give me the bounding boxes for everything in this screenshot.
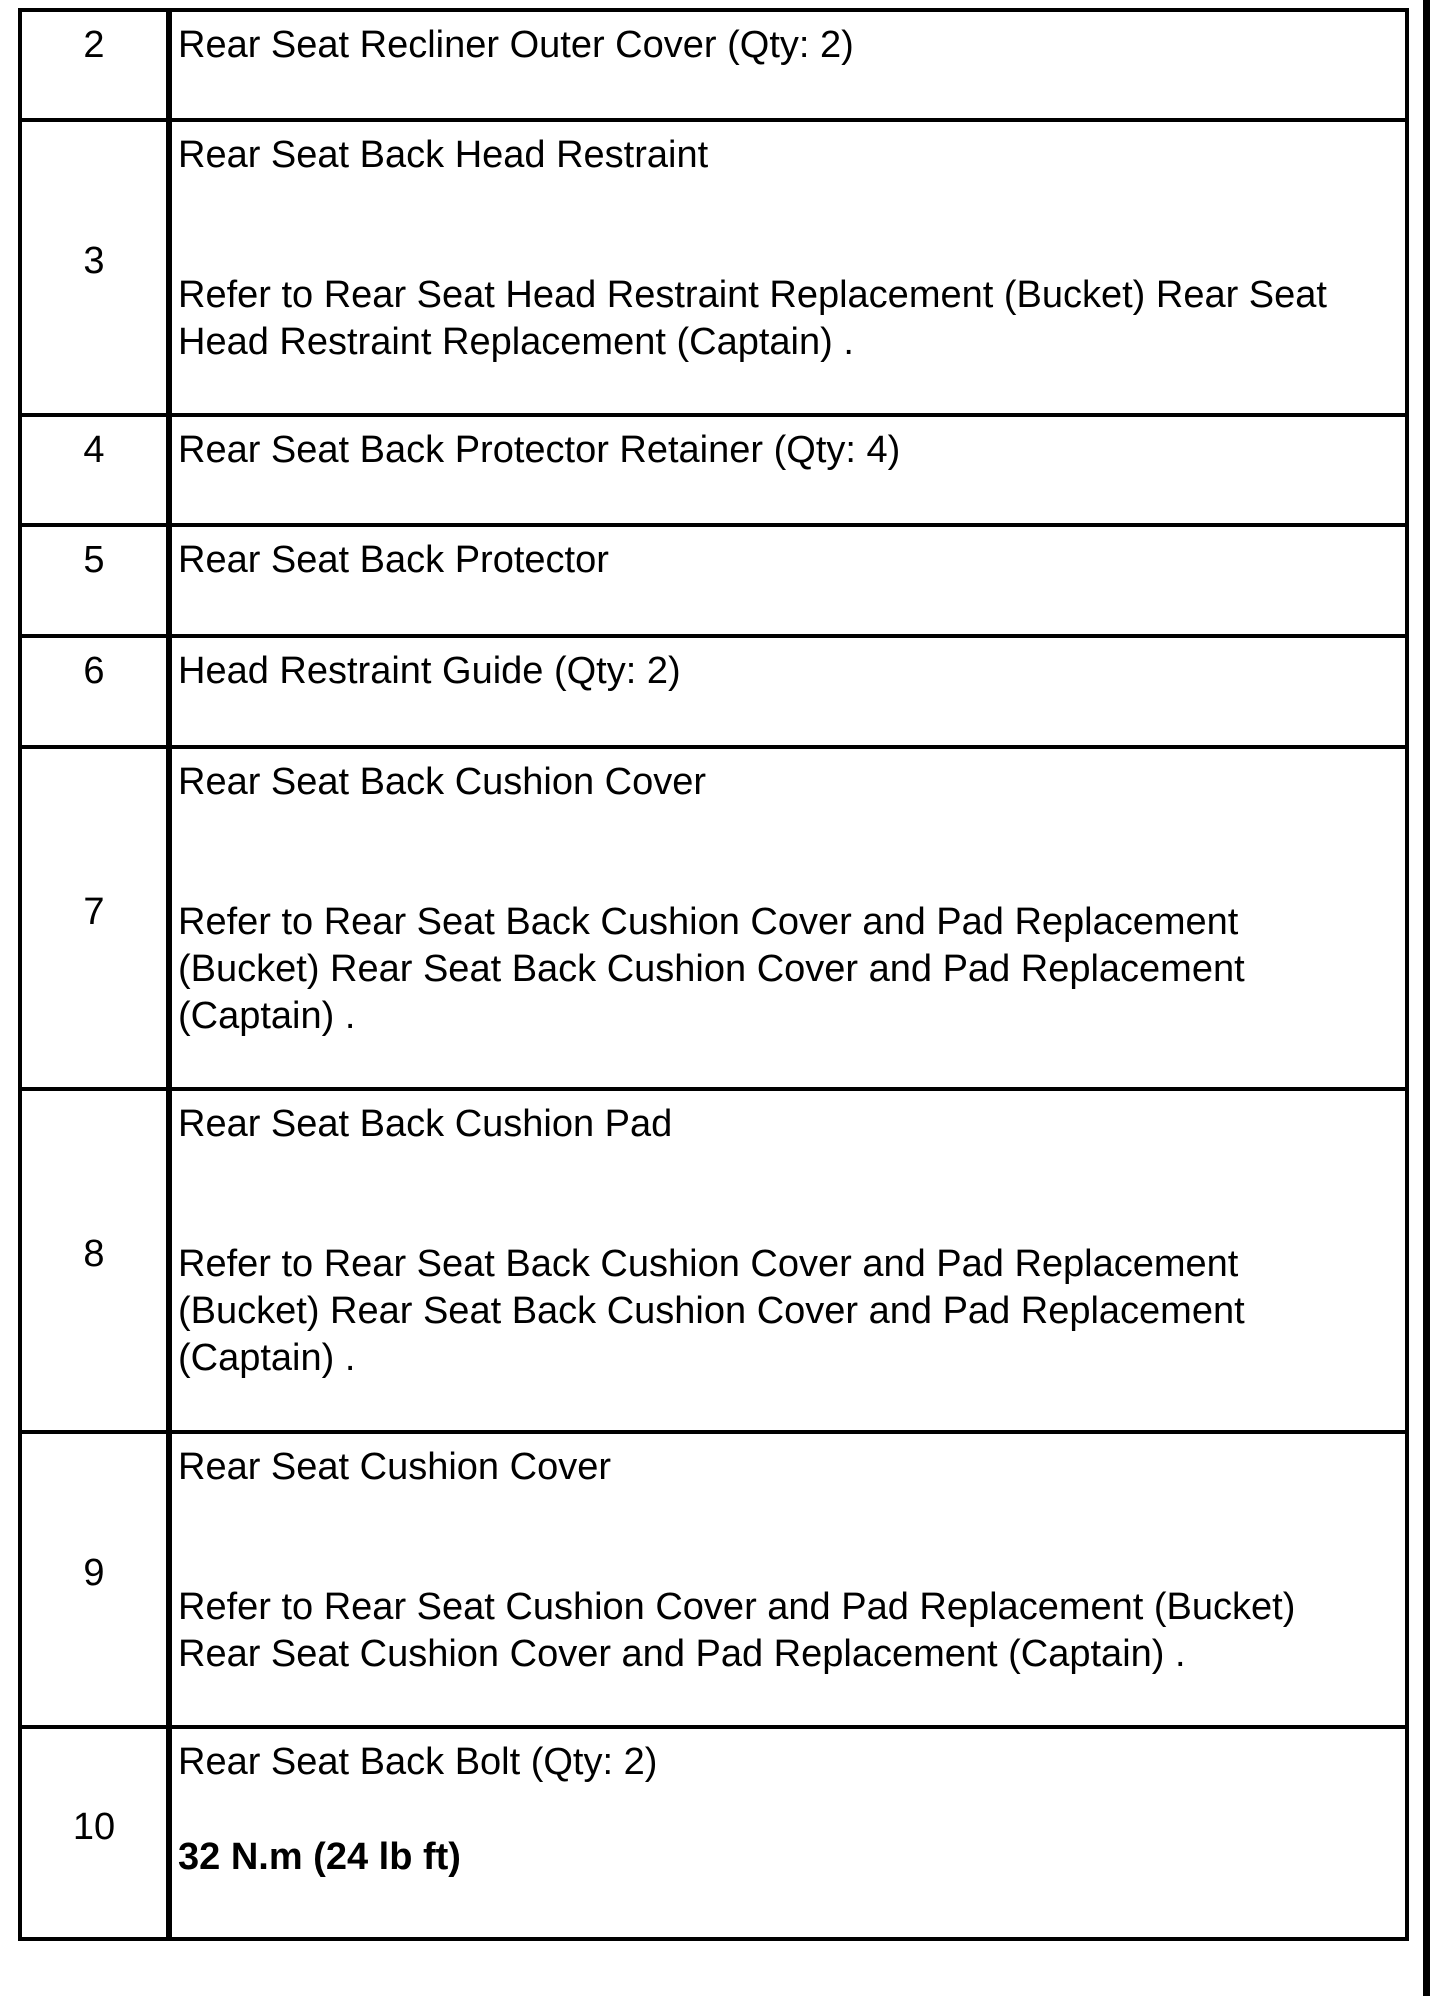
item-title: Rear Seat Back Bolt (Qty: 2) xyxy=(178,1741,658,1783)
item-title: Rear Seat Back Protector Retainer (Qty: 4) xyxy=(178,429,901,471)
table-row xyxy=(20,1432,1407,1727)
item-number: 3 xyxy=(83,240,105,282)
item-number: 2 xyxy=(83,24,105,66)
item-number-cell xyxy=(20,525,169,636)
item-reference-note: Refer to Rear Seat Cushion Cover and Pad Replacement (Bucket) Rear Seat Cushion Cover and Pad Replacement (Captain) . xyxy=(178,1586,1296,1675)
page-right-border xyxy=(1423,0,1430,1996)
item-description-cell xyxy=(169,415,1407,525)
item-description-cell xyxy=(169,10,1407,120)
item-number: 6 xyxy=(83,650,105,692)
item-description-cell xyxy=(169,1432,1407,1727)
item-title: Rear Seat Cushion Cover xyxy=(178,1446,611,1488)
table-row xyxy=(20,1727,1407,1939)
item-title: Rear Seat Back Cushion Pad xyxy=(178,1103,673,1145)
item-description-cell xyxy=(169,120,1407,415)
item-number: 9 xyxy=(83,1552,105,1594)
item-number: 5 xyxy=(83,539,105,581)
table-row xyxy=(20,525,1407,636)
item-title: Head Restraint Guide (Qty: 2) xyxy=(178,650,681,692)
table-row xyxy=(20,120,1407,415)
item-number-cell xyxy=(20,1089,169,1432)
item-number: 7 xyxy=(83,890,105,933)
item-number-cell xyxy=(20,10,169,120)
item-description-cell xyxy=(169,1727,1407,1939)
item-number: 8 xyxy=(83,1233,105,1275)
item-title: Rear Seat Recliner Outer Cover (Qty: 2) xyxy=(178,24,854,66)
item-description-cell xyxy=(169,1089,1407,1432)
table-row xyxy=(20,636,1407,747)
item-number-cell xyxy=(20,636,169,747)
item-title: Rear Seat Back Cushion Cover xyxy=(178,761,707,803)
table-row xyxy=(20,10,1407,120)
item-number-cell xyxy=(20,415,169,525)
item-number-cell xyxy=(20,120,169,415)
item-reference-note: Refer to Rear Seat Back Cushion Cover and Pad Replacement (Bucket) Rear Seat Back Cushion Cover and Pad Replacement (Captain) . xyxy=(178,1243,1245,1379)
item-number: 4 xyxy=(83,429,105,471)
item-title: Rear Seat Back Head Restraint xyxy=(178,134,709,176)
item-description-cell xyxy=(169,747,1407,1089)
item-number: 10 xyxy=(72,1805,116,1848)
item-reference-note: Refer to Rear Seat Back Cushion Cover and Pad Replacement (Bucket) Rear Seat Back Cushion Cover and Pad Replacement (Captain) . xyxy=(178,901,1245,1037)
item-number-cell xyxy=(20,747,169,1089)
torque-specification: 32 N.m (24 lb ft) xyxy=(178,1836,461,1878)
table-row xyxy=(20,415,1407,525)
item-description-cell xyxy=(169,525,1407,636)
item-number-cell xyxy=(20,1432,169,1727)
parts-table xyxy=(18,8,1409,1941)
item-title: Rear Seat Back Protector xyxy=(178,539,609,581)
item-number-cell xyxy=(20,1727,169,1939)
table-row xyxy=(20,747,1407,1089)
item-description-cell xyxy=(169,636,1407,747)
item-reference-note: Refer to Rear Seat Head Restraint Replacement (Bucket) Rear Seat Head Restraint Replacement (Captain) . xyxy=(178,274,1327,363)
table-row xyxy=(20,1089,1407,1432)
